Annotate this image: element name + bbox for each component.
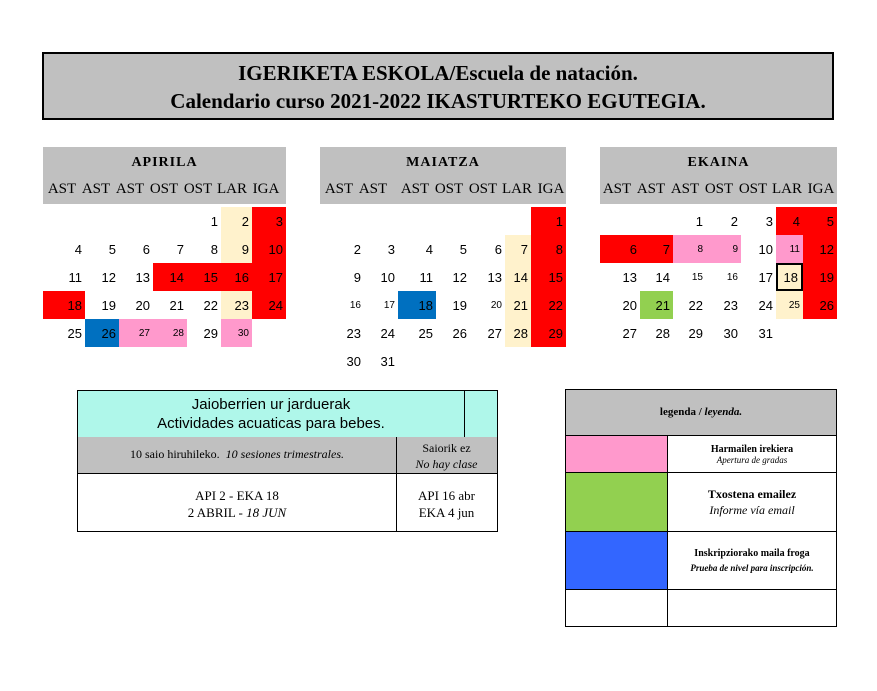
month-header: [43, 147, 286, 204]
legend-row-empty: [565, 590, 837, 627]
legend-swatch-green: [566, 473, 668, 531]
day-cell: 8: [673, 235, 706, 263]
legend-header: [565, 389, 837, 436]
day-cell: 5: [108, 241, 116, 257]
activity-title-es: Actividades acuaticas para bebes.: [157, 415, 385, 432]
day-cell: 30: [221, 319, 252, 347]
day-cell: 17: [383, 299, 395, 311]
activity-header: [78, 391, 497, 438]
baby-activities-table: [77, 390, 498, 532]
day-cell: 13: [622, 269, 637, 285]
day-cell: 7: [640, 235, 673, 263]
legend-row-gradas: [565, 436, 837, 473]
day-cell: 14: [153, 263, 187, 291]
legend-label-eu: Txostena emailez: [707, 487, 797, 501]
month-name: MAIATZA: [406, 155, 480, 170]
sessions-es: 10 sesiones trimestrales.: [225, 447, 344, 461]
weekday-label: IGA: [807, 181, 835, 197]
weekday-label: AST: [81, 181, 111, 197]
day-cell: 2: [353, 241, 361, 257]
legend-swatch-empty: [566, 590, 668, 626]
day-cell: 13: [135, 269, 150, 285]
day-cell: 3: [252, 207, 286, 235]
weekday-label: AST: [358, 181, 388, 197]
legend-row-email: [565, 473, 837, 532]
day-cell: 16: [221, 263, 252, 291]
weekday-label: AST: [602, 181, 632, 197]
day-cell: 23: [346, 325, 361, 341]
day-cell: 1: [695, 213, 703, 229]
sessions-eu: 10 saio hiruhileko.: [130, 447, 220, 461]
day-cell: 20: [490, 299, 502, 311]
day-cell: 29: [203, 325, 218, 341]
day-cell: 12: [452, 269, 467, 285]
weekday-label: LAR: [217, 181, 247, 197]
month-apirila: [43, 147, 286, 204]
day-cell: 13: [487, 269, 502, 285]
day-cell: 6: [600, 235, 640, 263]
day-cell: 16: [349, 299, 361, 311]
day-cell: 5: [803, 207, 837, 235]
day-cell: 22: [531, 291, 566, 319]
weekday-label: [390, 181, 398, 198]
month-name: APIRILA: [131, 155, 198, 170]
month-header: [600, 147, 837, 204]
day-cell: 28: [153, 319, 187, 347]
day-cell: 31: [380, 353, 395, 369]
legend-label-eu: Inskripziorako maila froga: [694, 547, 810, 559]
day-cell: 15: [187, 263, 221, 291]
day-cell: 17: [252, 263, 286, 291]
legend-label-es: Prueba de nivel para inscripción.: [690, 562, 814, 573]
day-cell: 1: [531, 207, 566, 235]
day-cell: 18: [398, 291, 436, 319]
day-cell: 27: [119, 319, 153, 347]
day-cell: 26: [803, 291, 837, 319]
weekday-label: OST: [738, 181, 768, 197]
weekday-label: IGA: [537, 181, 565, 197]
day-cell: 18: [776, 263, 803, 291]
no-class-date-2: EKA 4 jun: [418, 505, 475, 520]
day-cell: 8: [531, 235, 566, 263]
weekday-label: AST: [636, 181, 666, 197]
day-cell: 22: [203, 297, 218, 313]
legend-swatch-pink: [566, 436, 668, 472]
no-class-es: No hay clase: [415, 457, 478, 471]
legend-label-es: Apertura de gradas: [716, 454, 788, 465]
day-cell: 29: [688, 325, 703, 341]
day-cell: 20: [622, 297, 637, 313]
day-cell: 24: [252, 291, 286, 319]
month-header: [320, 147, 566, 204]
day-cell: 9: [221, 235, 252, 263]
day-cell: 24: [758, 297, 773, 313]
day-cell: 11: [776, 235, 803, 263]
day-cell: 10: [758, 241, 773, 257]
day-cell: 21: [169, 297, 184, 313]
weekday-label: OST: [183, 181, 213, 197]
day-cell: 21: [640, 291, 673, 319]
day-cell: 11: [419, 269, 433, 285]
day-cell: 11: [68, 269, 82, 285]
day-cell: 22: [688, 297, 703, 313]
day-cell: 14: [655, 269, 670, 285]
day-cell: 3: [387, 241, 395, 257]
no-class-date-1: API 16 abr: [417, 488, 476, 503]
weekday-label: AST: [115, 181, 145, 197]
legend-table: [565, 389, 837, 627]
legend-label-eu: Harmailen irekiera: [710, 443, 794, 455]
day-cell: 30: [723, 325, 738, 341]
legend-row-level-test: [565, 532, 837, 590]
weekday-label: IGA: [252, 181, 280, 197]
day-cell: 25: [67, 325, 82, 341]
day-cell: 16: [726, 271, 738, 283]
day-cell: 19: [452, 297, 467, 313]
day-cell: 1: [210, 213, 218, 229]
legend-swatch-blue: [566, 532, 668, 589]
no-class-eu: Saiorik ez: [422, 441, 471, 455]
day-cell: 27: [487, 325, 502, 341]
day-cell: 7: [176, 241, 184, 257]
activity-dates-eu: API 2 - EKA 18: [195, 488, 279, 503]
month-maiatza: [320, 147, 566, 204]
day-cell: 4: [776, 207, 803, 235]
day-cell: 9: [353, 269, 361, 285]
day-cell: 19: [803, 263, 837, 291]
day-cell: 15: [531, 263, 566, 291]
day-cell: 28: [655, 325, 670, 341]
day-cell: 15: [691, 271, 703, 283]
activity-subheader: [78, 437, 497, 474]
day-cell: 27: [622, 325, 637, 341]
day-cell: 12: [101, 269, 116, 285]
legend-label-es: Informe vía email: [709, 503, 795, 517]
day-cell: 26: [85, 319, 119, 347]
day-cell: 28: [505, 319, 531, 347]
day-cell: 20: [135, 297, 150, 313]
legend-head-es: leyenda.: [704, 406, 743, 418]
day-cell: 21: [505, 291, 531, 319]
weekday-label: AST: [670, 181, 700, 197]
day-cell: 5: [459, 241, 467, 257]
day-cell: 12: [803, 235, 837, 263]
day-cell: 19: [101, 297, 116, 313]
weekday-label: OST: [468, 181, 498, 197]
calendar-title: [42, 52, 834, 120]
day-cell: 6: [142, 241, 150, 257]
weekday-label: OST: [704, 181, 734, 197]
day-cell: 2: [730, 213, 738, 229]
title-line-1: IGERIKETA ESKOLA/Escuela de natación.: [238, 61, 638, 85]
title-line-2: Calendario curso 2021-2022 IKASTURTEKO EGUTEGIA.: [170, 89, 706, 113]
day-cell: 23: [221, 291, 252, 319]
day-cell: 10: [252, 235, 286, 263]
day-cell: 3: [765, 213, 773, 229]
day-cell: 10: [380, 269, 395, 285]
day-cell: 24: [380, 325, 395, 341]
day-cell: 9: [706, 235, 741, 263]
day-cell: 2: [221, 207, 252, 235]
day-cell: 7: [505, 235, 531, 263]
day-cell: 8: [210, 241, 218, 257]
weekday-label: OST: [149, 181, 179, 197]
weekday-label: AST: [47, 181, 77, 197]
month-ekaina: [600, 147, 837, 204]
activity-dates-es-a: 2 ABRIL -: [187, 505, 247, 520]
weekday-label: AST: [324, 181, 354, 197]
day-cell: 23: [723, 297, 738, 313]
day-cell: 17: [758, 269, 773, 285]
day-cell: 26: [452, 325, 467, 341]
day-cell: 30: [346, 353, 361, 369]
activity-title-eu: Jaioberrien ur jarduerak: [191, 396, 351, 413]
day-cell: 31: [758, 325, 773, 341]
day-cell: 4: [425, 241, 433, 257]
weekday-label: OST: [434, 181, 464, 197]
day-cell: 4: [74, 241, 82, 257]
day-cell: 25: [418, 325, 433, 341]
weekday-label: AST: [400, 181, 430, 197]
activity-dates-es-b: 18 JUN: [246, 505, 287, 520]
legend-head-eu: legenda /: [659, 406, 705, 418]
day-cell: 6: [494, 241, 502, 257]
day-cell: 25: [776, 291, 803, 319]
day-cell: 29: [531, 319, 566, 347]
weekday-label: LAR: [502, 181, 532, 197]
month-name: EKAINA: [687, 155, 750, 170]
day-cell: 18: [43, 291, 85, 319]
weekday-label: LAR: [772, 181, 802, 197]
day-cell: 14: [505, 263, 531, 291]
